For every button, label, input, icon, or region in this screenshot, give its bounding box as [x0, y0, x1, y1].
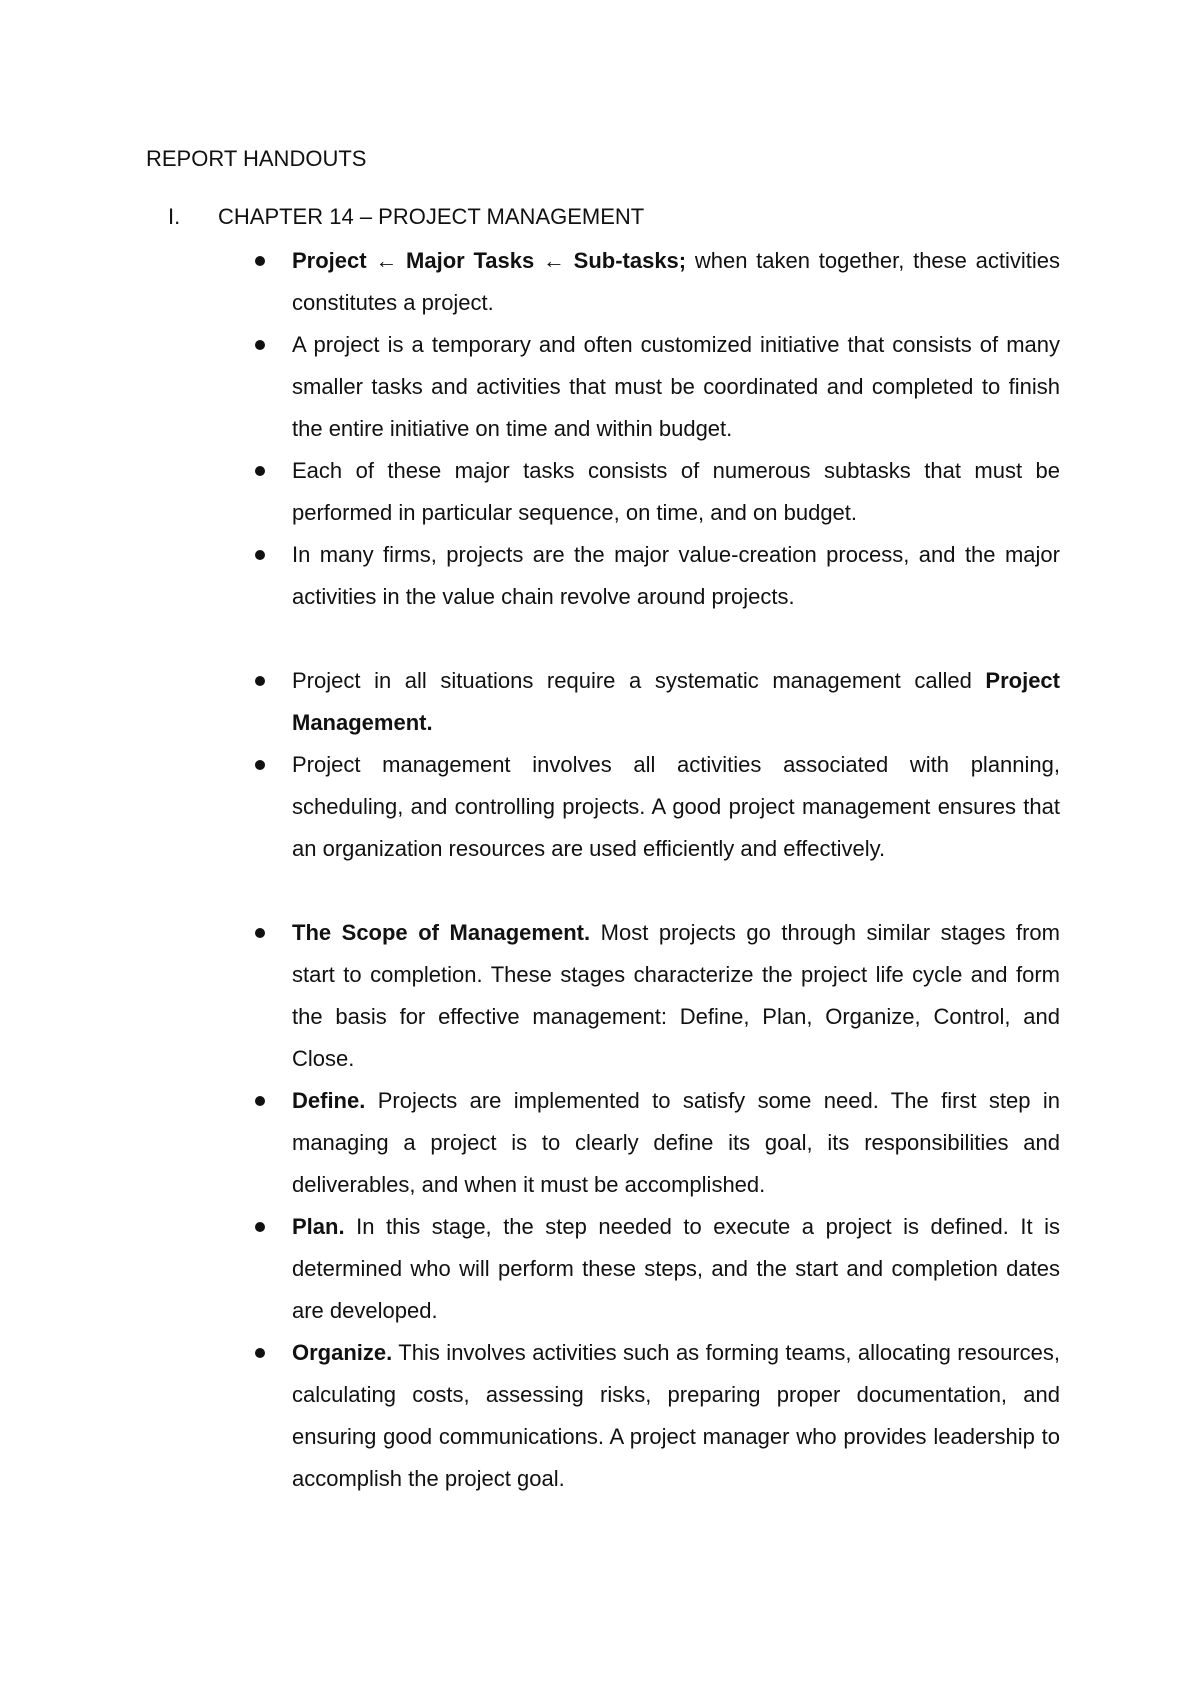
bullet-bold-lead: Plan. — [292, 1214, 345, 1239]
bullet-item — [0, 1206, 1060, 1332]
bullet-item — [0, 660, 1060, 744]
bullet-item — [0, 450, 1060, 534]
bullet-icon — [255, 676, 265, 686]
bullet-icon — [255, 1096, 265, 1106]
bullet-item — [0, 1332, 1060, 1500]
bullet-icon — [255, 760, 265, 770]
bullet-icon — [255, 256, 265, 266]
bullet-text: In many firms, projects are the major value-creation process, and the major activities in the value chain revolve around projects. — [292, 542, 1060, 609]
bullet-text: A project is a temporary and often customized initiative that consists of many smaller tasks and activities that must be coordinated and completed to finish the entire initiative on time and within budget. — [292, 332, 1060, 441]
document-title: REPORT HANDOUTS — [146, 146, 367, 171]
bullet-text: Each of these major tasks consists of numerous subtasks that must be performed in particular sequence, on time, and on budget. — [292, 458, 1060, 525]
bullet-bold-lead: Project ← Major Tasks ← Sub-tasks; — [292, 248, 687, 273]
chapter-numeral: I. — [168, 204, 181, 229]
bullet-icon — [255, 1348, 265, 1358]
bullet-text: when taken together, these activities constitutes a project. — [292, 248, 1060, 315]
bullet-text: Projects are implemented to satisfy some need. The first step in managing a project is to clearly define its goal, its responsibilities and deliverables, and when it must be accomplished. — [292, 1088, 1060, 1197]
bullet-icon — [255, 466, 265, 476]
bullet-list — [0, 240, 1200, 1500]
bullet-bold-lead: The Scope of Management. — [292, 920, 591, 945]
bullet-text: Most projects go through similar stages from start to completion. These stages characterize the project life cycle and form the basis for effective management: Define, Plan, Organize, Control, and Close. — [292, 920, 1060, 1071]
bullet-item — [0, 744, 1060, 870]
bullet-item — [0, 240, 1060, 324]
bullet-text: Project management involves all activities associated with planning, scheduling, and controlling projects. A good project management ensures that an organization resources are used efficiently and effectively. — [292, 752, 1060, 861]
bullet-icon — [255, 928, 265, 938]
chapter-heading — [168, 202, 1068, 232]
bullet-icon — [255, 1222, 265, 1232]
bullet-bold-lead: Define. — [292, 1088, 366, 1113]
bullet-text: In this stage, the step needed to execute a project is defined. It is determined who will perform these steps, and the start and completion dates are developed. — [292, 1214, 1060, 1323]
bullet-item — [0, 912, 1060, 1080]
bullet-icon — [255, 340, 265, 350]
bullet-item — [0, 534, 1060, 618]
bullet-icon — [255, 550, 265, 560]
bullet-bold-lead: Organize. — [292, 1340, 393, 1365]
bullet-item — [0, 324, 1060, 450]
bullet-bold-term: Project Management. — [292, 668, 1060, 735]
bullet-item — [0, 1080, 1060, 1206]
bullet-text: This involves activities such as forming teams, allocating resources, calculating costs, assessing risks, preparing proper documentation, and ensuring good communications. A project manager who provides leadership to accomplish the project goal. — [292, 1340, 1060, 1491]
bullet-text: Project in all situations require a systematic management called — [292, 668, 986, 693]
chapter-title: CHAPTER 14 – PROJECT MANAGEMENT — [218, 204, 645, 229]
